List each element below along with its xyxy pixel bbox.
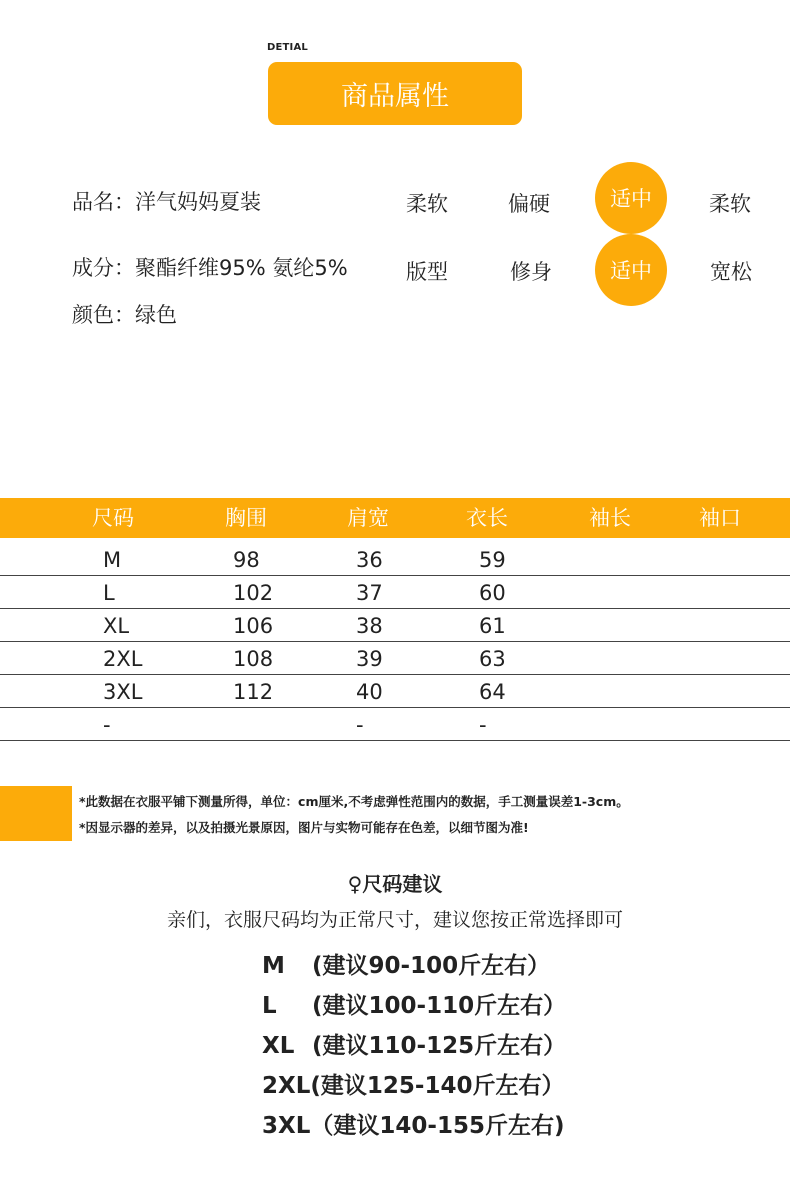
size-advice-size: 2XL — [262, 1073, 311, 1099]
size-advice-range: (建议90-100斤左右） — [312, 953, 551, 979]
cell-shoulder: - — [356, 713, 364, 737]
section-title: 商品属性 — [341, 81, 449, 112]
size-advice-range: (建议110-125斤左右） — [312, 1033, 567, 1059]
size-advice-item — [262, 947, 550, 980]
note-accent-block — [0, 786, 72, 841]
cell-chest: 112 — [233, 680, 274, 704]
cell-chest: 102 — [233, 581, 274, 605]
detail-label: DETIAL — [267, 42, 308, 53]
table-row — [0, 608, 790, 642]
softness-option-hard: 偏硬 — [508, 192, 550, 216]
measurement-note: *此数据在衣服平铺下测量所得，单位：cm厘米,不考虑弹性范围内的数据，手工测量误差1-3cm。 — [79, 794, 629, 809]
header-size: 尺码 — [92, 506, 134, 530]
product-composition: 成分：聚酯纤维95% 氨纶5% — [72, 256, 348, 280]
cell-size: M — [103, 548, 122, 572]
size-advice-size: XL — [262, 1033, 295, 1059]
cell-shoulder: 39 — [356, 647, 383, 671]
product-color: 颜色：绿色 — [72, 303, 177, 327]
cell-chest: 106 — [233, 614, 274, 638]
softness-selected-marker — [595, 162, 667, 234]
cell-chest: 98 — [233, 548, 260, 572]
size-advice-range: （建议140-155斤左右) — [310, 1113, 565, 1139]
size-advice-item — [262, 987, 566, 1020]
color-difference-note: *因显示器的差异，以及拍摄光景原因，图片与实物可能存在色差，以细节图为准! — [79, 820, 529, 835]
softness-option-medium: 适中 — [610, 187, 652, 211]
size-advice-range: (建议100-110斤左右） — [312, 993, 567, 1019]
size-advice-size: M — [262, 953, 285, 979]
header-length: 衣长 — [466, 506, 508, 530]
table-row — [0, 542, 790, 576]
cell-shoulder: 40 — [356, 680, 383, 704]
cell-size: - — [103, 713, 111, 737]
fit-option-slim: 修身 — [510, 260, 552, 284]
cell-length: 63 — [479, 647, 506, 671]
size-advice-description: 亲们，衣服尺码均为正常尺寸，建议您按正常选择即可 — [166, 909, 623, 931]
cell-length: 61 — [479, 614, 506, 638]
header-shoulder: 肩宽 — [347, 506, 389, 530]
cell-shoulder: 38 — [356, 614, 383, 638]
size-advice-range: (建议125-140斤左右） — [310, 1073, 565, 1099]
cell-length: 60 — [479, 581, 506, 605]
section-title-banner — [268, 62, 522, 125]
table-row — [0, 674, 790, 708]
cell-size: 2XL — [103, 647, 143, 671]
cell-size: XL — [103, 614, 130, 638]
table-row — [0, 641, 790, 675]
size-advice-item — [262, 1107, 564, 1140]
table-row — [0, 575, 790, 609]
fit-option-medium: 适中 — [610, 259, 652, 283]
header-sleeve-length: 袖长 — [589, 506, 631, 530]
size-table-header — [0, 498, 790, 538]
cell-length: 59 — [479, 548, 506, 572]
cell-length: 64 — [479, 680, 506, 704]
cell-size: 3XL — [103, 680, 143, 704]
cell-chest: 108 — [233, 647, 274, 671]
size-advice-size: 3XL — [262, 1113, 311, 1139]
softness-label: 柔软 — [406, 192, 448, 216]
size-advice-heading: ♀尺码建议 — [347, 872, 443, 896]
fit-selected-marker — [595, 234, 667, 306]
fit-option-loose: 宽松 — [710, 260, 752, 284]
product-name: 品名：洋气妈妈夏装 — [72, 190, 261, 214]
size-advice-item — [262, 1027, 566, 1060]
cell-length: - — [479, 713, 487, 737]
size-advice-size: L — [262, 993, 277, 1019]
softness-option-soft: 柔软 — [709, 192, 751, 216]
header-chest: 胸围 — [225, 506, 267, 530]
cell-size: L — [103, 581, 115, 605]
fit-label: 版型 — [406, 260, 448, 284]
cell-shoulder: 37 — [356, 581, 383, 605]
header-cuff: 袖口 — [699, 506, 741, 530]
table-row — [0, 707, 790, 741]
cell-shoulder: 36 — [356, 548, 383, 572]
size-advice-item — [262, 1067, 564, 1100]
